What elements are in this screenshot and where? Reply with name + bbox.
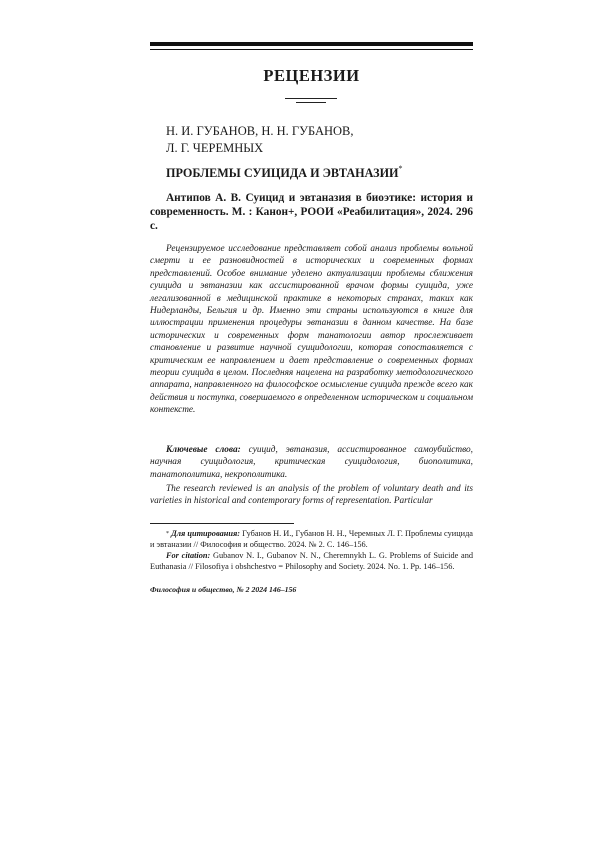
- book-reference: Антипов А. В. Суицид и эвтаназия в биоэтике: история и современность. М. : Канон+, РООИ «Реабилитация», 2024. 296 с.: [150, 192, 473, 233]
- ornament-line: [285, 98, 337, 99]
- keywords-text: суицид, эвтаназия, ассистированное самоубийство, научная суицидология, критическая суицидология, биополитика, танатополитика, некрополитика.: [150, 445, 474, 480]
- footnote-marker: *: [166, 531, 169, 537]
- citation-en-text: Gubanov N. I., Gubanov N. N., Cheremnykh L. G. Problems of Suicide and Euthanasia // Filosofiya i obshchestvo = Philosophy and Society. 2024. No. 1. Pp. 146–156.: [150, 551, 473, 571]
- ornament-line-short: [296, 102, 326, 103]
- authors-line-2: Л. Г. ЧЕРЕМНЫХ: [166, 141, 264, 155]
- title-footnote-marker: *: [398, 164, 403, 173]
- section-title: РЕЦЕНЗИИ: [263, 66, 360, 85]
- authors-line-1: Н. И. ГУБАНОВ, Н. Н. ГУБАНОВ,: [166, 124, 354, 138]
- footnote-citation-ru: [150, 529, 473, 550]
- keywords-label: Ключевые слова:: [166, 445, 241, 455]
- article-title-text: ПРОБЛЕМЫ СУИЦИДА И ЭВТАНАЗИИ: [166, 166, 399, 180]
- footnote-rule: [150, 523, 294, 524]
- citation-ru-label: Для цитирования:: [171, 529, 241, 538]
- header-rule-thin: [150, 49, 473, 50]
- header-rule-thick: [150, 42, 473, 46]
- citation-en-label: For citation:: [166, 551, 211, 560]
- keywords: [150, 444, 473, 481]
- footnote-citation-en: [150, 551, 473, 572]
- authors: [166, 123, 466, 157]
- article-title: [166, 166, 473, 181]
- citation-ru-text: Губанов Н. И., Губанов Н. Н., Черемных Л. Г. Проблемы суицида и эвтаназии // Философия и общество. 2024. № 2. С. 146–156.: [150, 529, 473, 549]
- abstract-en: The research reviewed is an analysis of the problem of voluntary death and its varieties in historical and contemporary forms of representation. Particular: [150, 484, 473, 507]
- abstract-ru: Рецензируемое исследование представляет собой анализ проблемы вольной смерти и ее разновидностей в исторических и современных формах представлений. Особое внимание уделено актуализации проблемы сближения суицида и эвтаназии как ассистированной врачом формы суицида, уже легализованной в медицинской практике в некоторых странах, таких как Нидерланды, Бельгия и др. Именно эти страны используются в книге для иллюстрации применения процедуры эвтаназии в данном качестве. На базе исторических и современных форм танатологии автор прослеживает становление и развитие научной суицидологии, которая сопоставляется с критическим ее направлением и дает представление о современных формах теории суицида в целом. Последняя нацелена на разработку методологического аппарата, направленного на философское осмысление суицида прежде всего как действия и поступка, совершаемого в определенном историческом и социальном контексте.: [150, 244, 473, 416]
- journal-footer: Философия и общество, № 2 2024 146–156: [150, 585, 297, 594]
